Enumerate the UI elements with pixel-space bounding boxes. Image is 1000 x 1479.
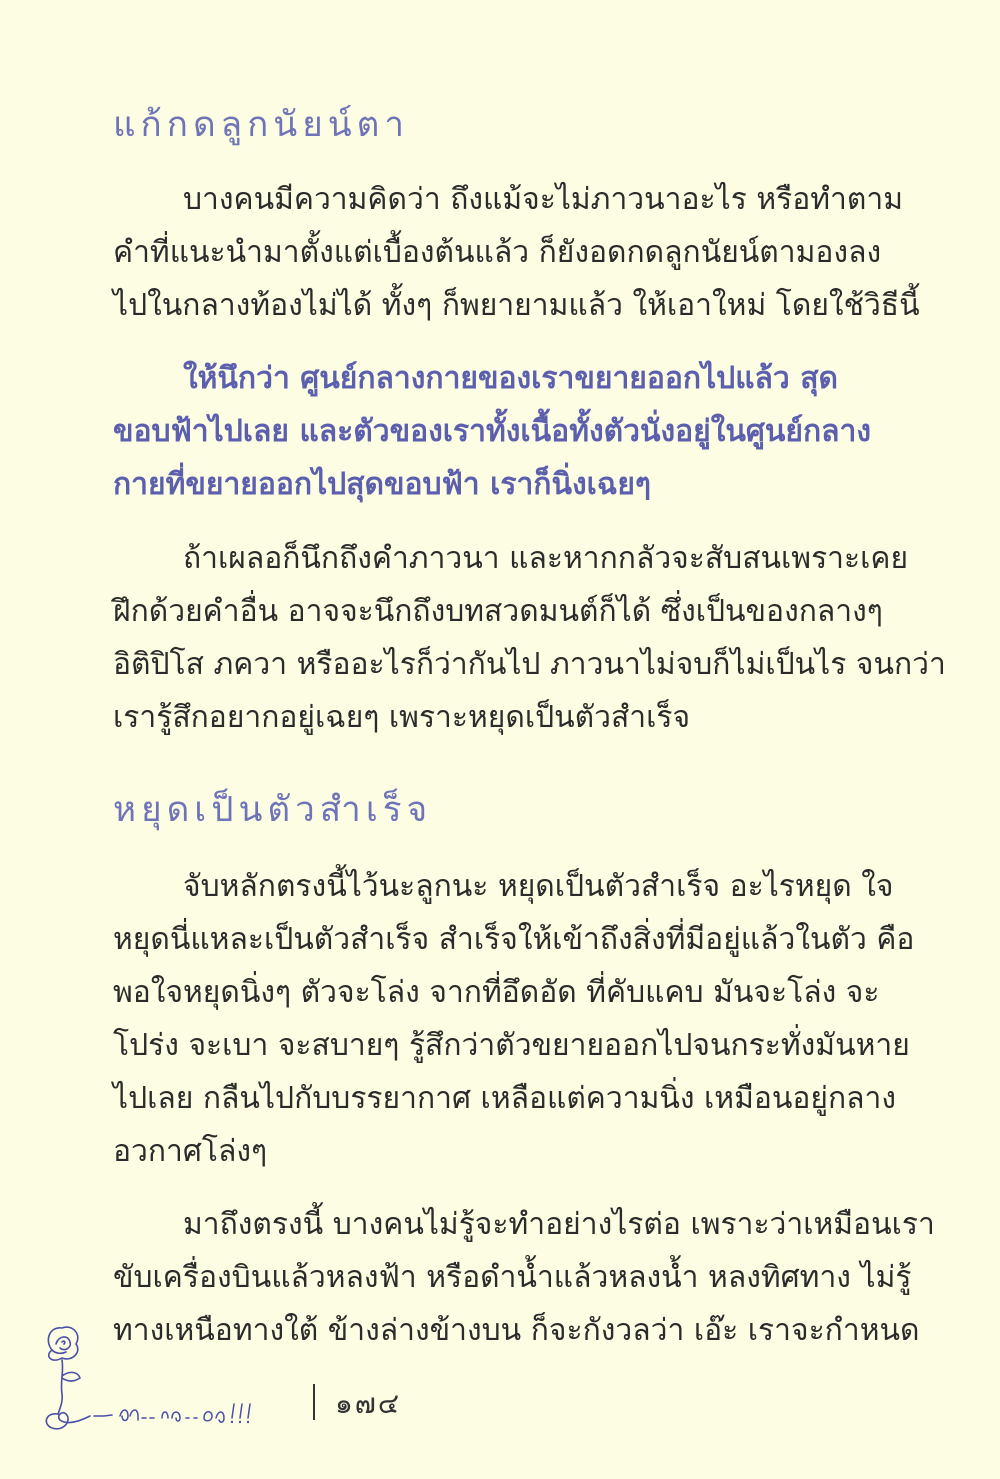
paragraph-line: ถ้าเผลอก็นึกถึงคำภาวนา และหากกลัวจะสับสนเพราะเคย xyxy=(183,541,909,576)
paragraph-line: พอใจหยุดนิ่งๆ ตัวจะโล่ง จากที่อึดอัด ที่คับแคบ มันจะโล่ง จะ xyxy=(113,975,880,1010)
footer-divider xyxy=(313,1384,315,1420)
paragraph-line: เรารู้สึกอยากอยู่เฉยๆ เพราะหยุดเป็นตัวสำเร็จ xyxy=(113,700,691,735)
paragraph xyxy=(113,173,920,332)
paragraph xyxy=(113,860,915,1178)
paragraph-line: คำที่แนะนำมาตั้งแต่เบื้องต้นแล้ว ก็ยังอดกดลูกนัยน์ตามองลง xyxy=(113,235,882,270)
page-number: ๑๗๔ xyxy=(335,1387,402,1420)
paragraph-line: ไปในกลางท้องไม่ได้ ทั้งๆ ก็พยายามแล้ว ให้เอาใหม่ โดยใช้วิธีนี้ xyxy=(113,288,920,323)
paragraph-line: อิติปิโส ภควา หรืออะไรก็ว่ากันไป ภาวนาไม่จบก็ไม่เป็นไร จนกว่า xyxy=(113,647,946,682)
paragraph-line: ฝึกด้วยคำอื่น อาจจะนึกถึงบทสวดมนต์ก็ได้ ซึ่งเป็นของกลางๆ xyxy=(113,594,883,629)
emphasis-line: ให้นึกว่า ศูนย์กลางกายของเราขยายออกไปแล้ว สุด xyxy=(183,361,839,396)
paragraph-line: บางคนมีความคิดว่า ถึงแม้จะไม่ภาวนาอะไร หรือทำตาม xyxy=(183,182,903,217)
paragraph-line: มาถึงตรงนี้ บางคนไม่รู้จะทำอย่างไรต่อ เพราะว่าเหมือนเรา xyxy=(183,1207,935,1242)
section-title: แก้กดลูกนัยน์ตา xyxy=(113,105,410,145)
paragraph-line: จับหลักตรงนี้ไว้นะลูกนะ หยุดเป็นตัวสำเร็จ อะไรหยุด ใจ xyxy=(183,869,894,904)
paragraph-line: ทางเหนือทางใต้ ข้างล่างข้างบน ก็จะกังวลว่า เอ๊ะ เราจะกำหนด xyxy=(113,1313,920,1348)
paragraph-line: โปร่ง จะเบา จะสบายๆ รู้สึกว่าตัวขยายออกไปจนกระทั่งมันหาย xyxy=(113,1028,910,1063)
paragraph-line: หยุดนี่แหละเป็นตัวสำเร็จ สำเร็จให้เข้าถึงสิ่งที่มีอยู่แล้วในตัว คือ xyxy=(113,922,915,957)
section-title: หยุดเป็นตัวสำเร็จ xyxy=(113,790,433,830)
emphasis-paragraph xyxy=(113,352,886,511)
paragraph-line: ไปเลย กลืนไปกับบรรยากาศ เหลือแต่ความนิ่ง เหมือนอยู่กลาง xyxy=(113,1081,897,1116)
paragraph-line: ขับเครื่องบินแล้วหลงฟ้า หรือดำน้ำแล้วหลงน้ำ หลงทิศทาง ไม่รู้ xyxy=(113,1260,912,1295)
paragraph-line: อวกาศโล่งๆ xyxy=(113,1134,268,1169)
emphasis-line: กายที่ขยายออกไปสุดขอบฟ้า เราก็นิ่งเฉยๆ xyxy=(113,467,652,502)
emphasis-line: ขอบฟ้าไปเลย และตัวของเราทั้งเนื้อทั้งตัวนั่งอยู่ในศูนย์กลาง xyxy=(113,414,872,449)
rose-flower-icon xyxy=(38,1320,298,1440)
paragraph xyxy=(113,532,946,744)
